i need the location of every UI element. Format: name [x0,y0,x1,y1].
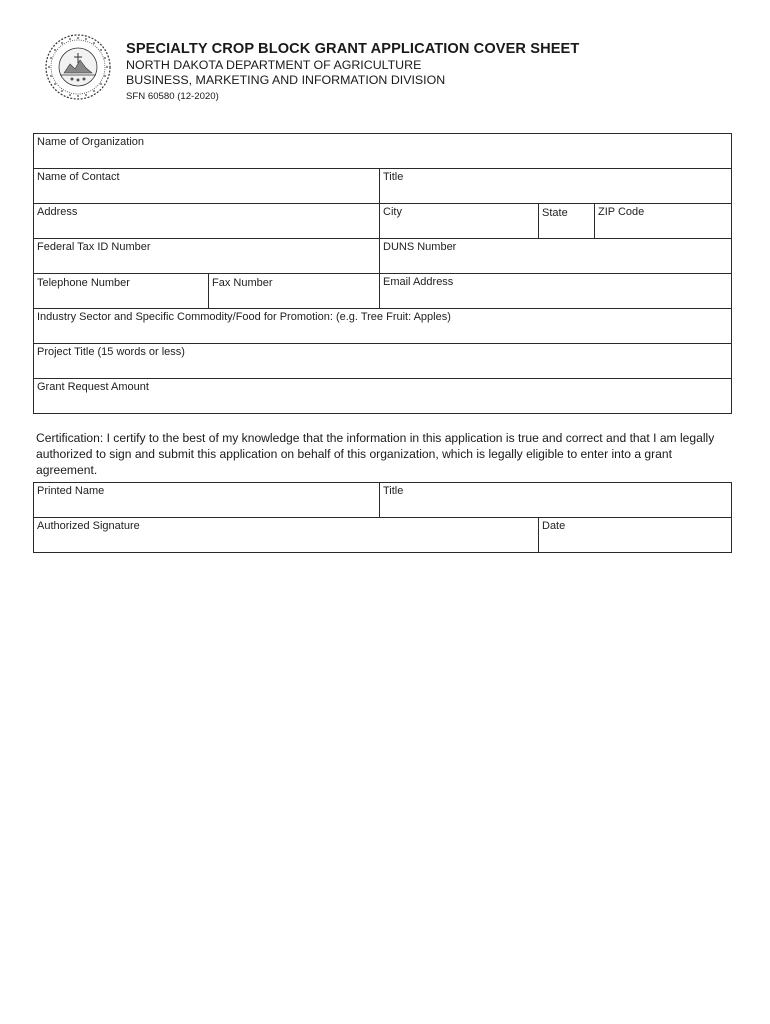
form-title: SPECIALTY CROP BLOCK GRANT APPLICATION COVER SHEET [126,41,580,57]
contact-title-input[interactable] [383,185,728,201]
state-input[interactable] [542,221,591,237]
organization-cell [34,134,732,169]
email-cell [380,274,732,309]
telephone-input[interactable] [37,291,205,307]
fax-cell [209,274,380,309]
state-seal-icon [44,33,112,101]
contact-title-label: Title [383,171,404,183]
printed-name-cell [34,483,380,518]
organization-input[interactable] [37,150,728,166]
city-label: City [383,206,402,218]
telephone-cell [34,274,209,309]
contact-input[interactable] [37,185,376,201]
date-input[interactable] [542,534,728,550]
signature-input[interactable] [37,534,535,550]
fax-input[interactable] [212,291,376,307]
grant-amount-label: Grant Request Amount [37,381,149,393]
industry-label: Industry Sector and Specific Commodity/Food for Promotion: (e.g. Tree Fruit: Apples) [37,311,451,323]
signer-title-cell [380,483,732,518]
contact-title-cell [380,169,732,204]
division-name: BUSINESS, MARKETING AND INFORMATION DIVISION [126,73,446,87]
department-name: NORTH DAKOTA DEPARTMENT OF AGRICULTURE [126,58,422,72]
signer-title-label: Title [383,485,404,497]
signer-title-input[interactable] [383,499,728,515]
state-label: State [542,207,568,219]
form-number: SFN 60580 (12-2020) [126,91,219,102]
printed-name-input[interactable] [37,499,376,515]
signature-cell [34,518,539,553]
industry-input[interactable] [37,325,728,341]
zip-label: ZIP Code [598,206,645,218]
fax-label: Fax Number [212,277,273,289]
zip-input[interactable] [598,220,728,236]
industry-cell [34,309,732,344]
city-input[interactable] [383,220,535,236]
project-title-label: Project Title (15 words or less) [37,346,185,358]
organization-label: Name of Organization [37,136,144,148]
tax-id-label: Federal Tax ID Number [37,241,151,253]
project-title-cell [34,344,732,379]
date-label: Date [542,520,566,532]
zip-cell [595,204,732,239]
printed-name-label: Printed Name [37,485,105,497]
tax-id-cell [34,239,380,274]
email-input[interactable] [383,290,728,306]
telephone-label: Telephone Number [37,277,130,289]
applicant-info-table [33,133,732,414]
grant-amount-input[interactable] [37,395,728,411]
signature-label: Authorized Signature [37,520,140,532]
city-cell [380,204,539,239]
certification-text: Certification: I certify to the best of my knowledge that the information in this application is true and correct and that I am legally authorized to sign and submit this application on behalf of this organization, which is legally eligible to enter into a grant agreement. [36,431,715,477]
duns-input[interactable] [383,255,728,271]
duns-cell [380,239,732,274]
address-label: Address [37,206,78,218]
address-input[interactable] [37,220,376,236]
tax-id-input[interactable] [37,255,376,271]
date-cell [539,518,732,553]
form-header [126,41,746,103]
address-cell [34,204,380,239]
state-cell [539,204,595,239]
duns-label: DUNS Number [383,241,457,253]
grant-amount-cell [34,379,732,414]
contact-cell [34,169,380,204]
project-title-input[interactable] [37,360,728,376]
signature-table [33,482,732,553]
email-label: Email Address [383,276,454,288]
contact-label: Name of Contact [37,171,120,183]
